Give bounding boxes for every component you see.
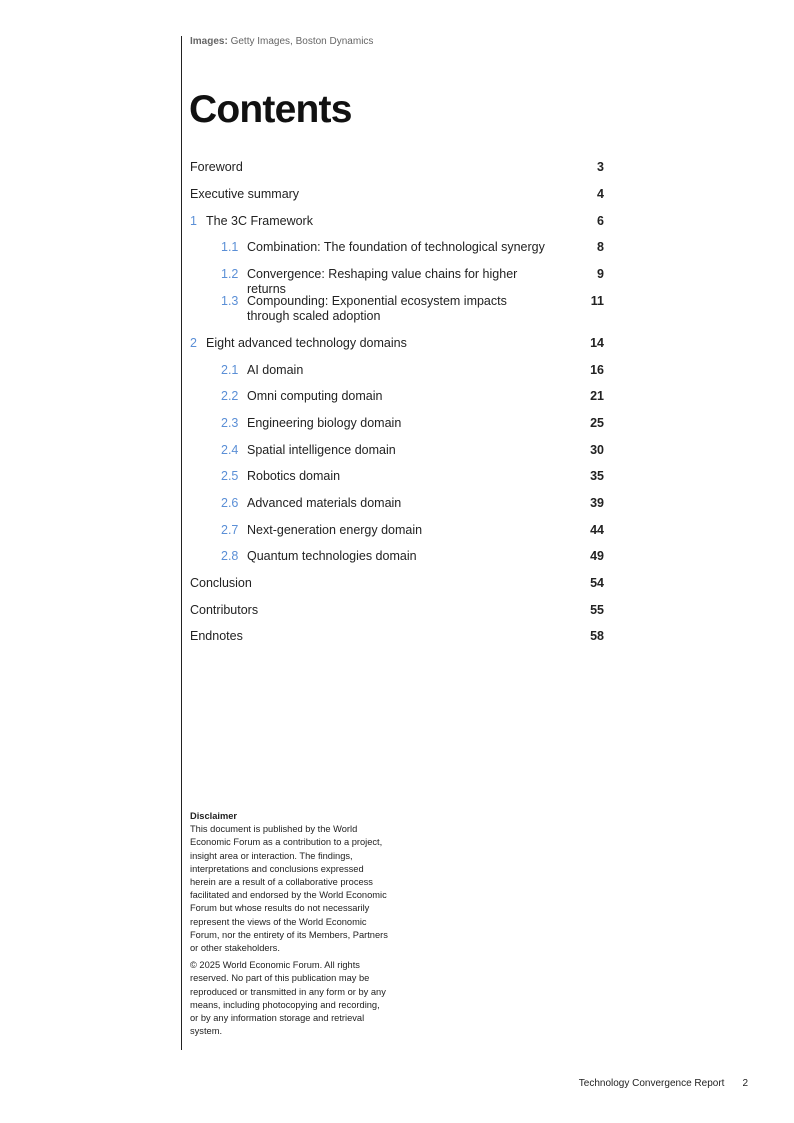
toc-entry-number: 1.3 xyxy=(221,294,239,308)
image-credits xyxy=(190,36,373,47)
disclaimer-body: This document is published by the World Economic Forum as a contribution to a project, insight area or interaction. The findings, interpretations and conclusions expressed herein are a result of a collaborative process facilitated and endorsed by the World Economic Forum but whose results do not necessarily represent the views of the World Economic Forum, nor the entirety of its Members, Partners or other stakeholders. xyxy=(190,824,388,954)
toc-entry-number: 2 xyxy=(190,336,197,350)
toc-entry-number: 2.5 xyxy=(221,469,239,483)
margin-rule xyxy=(181,36,182,1050)
toc-entry-page: 21 xyxy=(590,389,604,403)
disclaimer-heading: Disclaimer xyxy=(190,811,238,821)
toc-entry-number: 1.1 xyxy=(221,240,239,254)
toc-entry-page: 8 xyxy=(597,240,604,254)
toc-entry-page: 30 xyxy=(590,443,604,457)
toc-entry-label: Spatial intelligence domain xyxy=(247,443,396,457)
toc-entry-page: 35 xyxy=(590,469,604,483)
toc-entry-page: 11 xyxy=(590,294,604,308)
footer-page-number: 2 xyxy=(742,1078,748,1089)
toc-entry-page: 3 xyxy=(597,160,604,174)
toc-entry-label: Omni computing domain xyxy=(247,389,383,403)
copyright-notice: © 2025 World Economic Forum. All rights reserved. No part of this publication may be reproduced or transmitted in any form or by any means, including photocopying and recording, or by any information storage and retrieval system. xyxy=(190,960,386,1037)
toc-entry-number: 2.2 xyxy=(221,389,239,403)
toc-entry-page: 16 xyxy=(590,363,604,377)
toc-entry-label: Convergence: Reshaping value chains for higher returns xyxy=(247,267,518,296)
toc-entry-page: 54 xyxy=(590,576,604,590)
toc-entry-page: 39 xyxy=(590,496,604,510)
toc-entry-label: Combination: The foundation of technological synergy xyxy=(247,240,545,254)
toc-entry-number: 1 xyxy=(190,214,197,228)
toc-entry-number: 2.4 xyxy=(221,443,239,457)
page-footer xyxy=(579,1078,748,1089)
toc-entry-page: 25 xyxy=(590,416,604,430)
image-credits-label: Images: xyxy=(190,36,228,47)
toc-entry-label: Next-generation energy domain xyxy=(247,523,423,537)
toc-entry-label: Quantum technologies domain xyxy=(247,549,417,563)
page-title: Contents xyxy=(189,88,352,131)
toc-entry-page: 58 xyxy=(590,629,604,643)
toc-entry-page: 14 xyxy=(590,336,604,350)
toc-entry-label: Conclusion xyxy=(190,576,252,590)
toc-entry-page: 4 xyxy=(597,187,604,201)
toc-entry-number: 2.1 xyxy=(221,363,239,377)
toc-entry-number: 2.8 xyxy=(221,549,239,563)
toc-entry-number: 2.7 xyxy=(221,523,239,537)
toc-entry-label: AI domain xyxy=(247,363,304,377)
toc-entry-label: Foreword xyxy=(190,160,243,174)
image-credits-text: Getty Images, Boston Dynamics xyxy=(230,36,374,47)
toc-entry-number: 2.3 xyxy=(221,416,239,430)
toc-entry-label: Executive summary xyxy=(190,187,300,201)
toc-entry-label: Engineering biology domain xyxy=(247,416,402,430)
disclaimer xyxy=(190,810,390,1038)
toc-entry-number: 2.6 xyxy=(221,496,239,510)
toc-entry-page: 55 xyxy=(590,603,604,617)
toc-entry-page: 49 xyxy=(590,549,604,563)
toc-entry-label: The 3C Framework xyxy=(206,214,313,228)
toc-entry-page: 9 xyxy=(597,267,604,281)
toc-entry-label: Endnotes xyxy=(190,629,243,643)
toc-entry-label: Contributors xyxy=(190,603,259,617)
toc-entry-page: 44 xyxy=(590,523,604,537)
toc-entry-label: Eight advanced technology domains xyxy=(206,336,407,350)
toc-entry-page: 6 xyxy=(597,214,604,228)
toc-entry-number: 1.2 xyxy=(221,267,239,281)
toc-entry-label: Robotics domain xyxy=(247,469,341,483)
toc-entry-label: Compounding: Exponential ecosystem impacts through scaled adoption xyxy=(247,294,507,323)
footer-report-title: Technology Convergence Report xyxy=(578,1078,725,1089)
toc-entry-label: Advanced materials domain xyxy=(247,496,402,510)
